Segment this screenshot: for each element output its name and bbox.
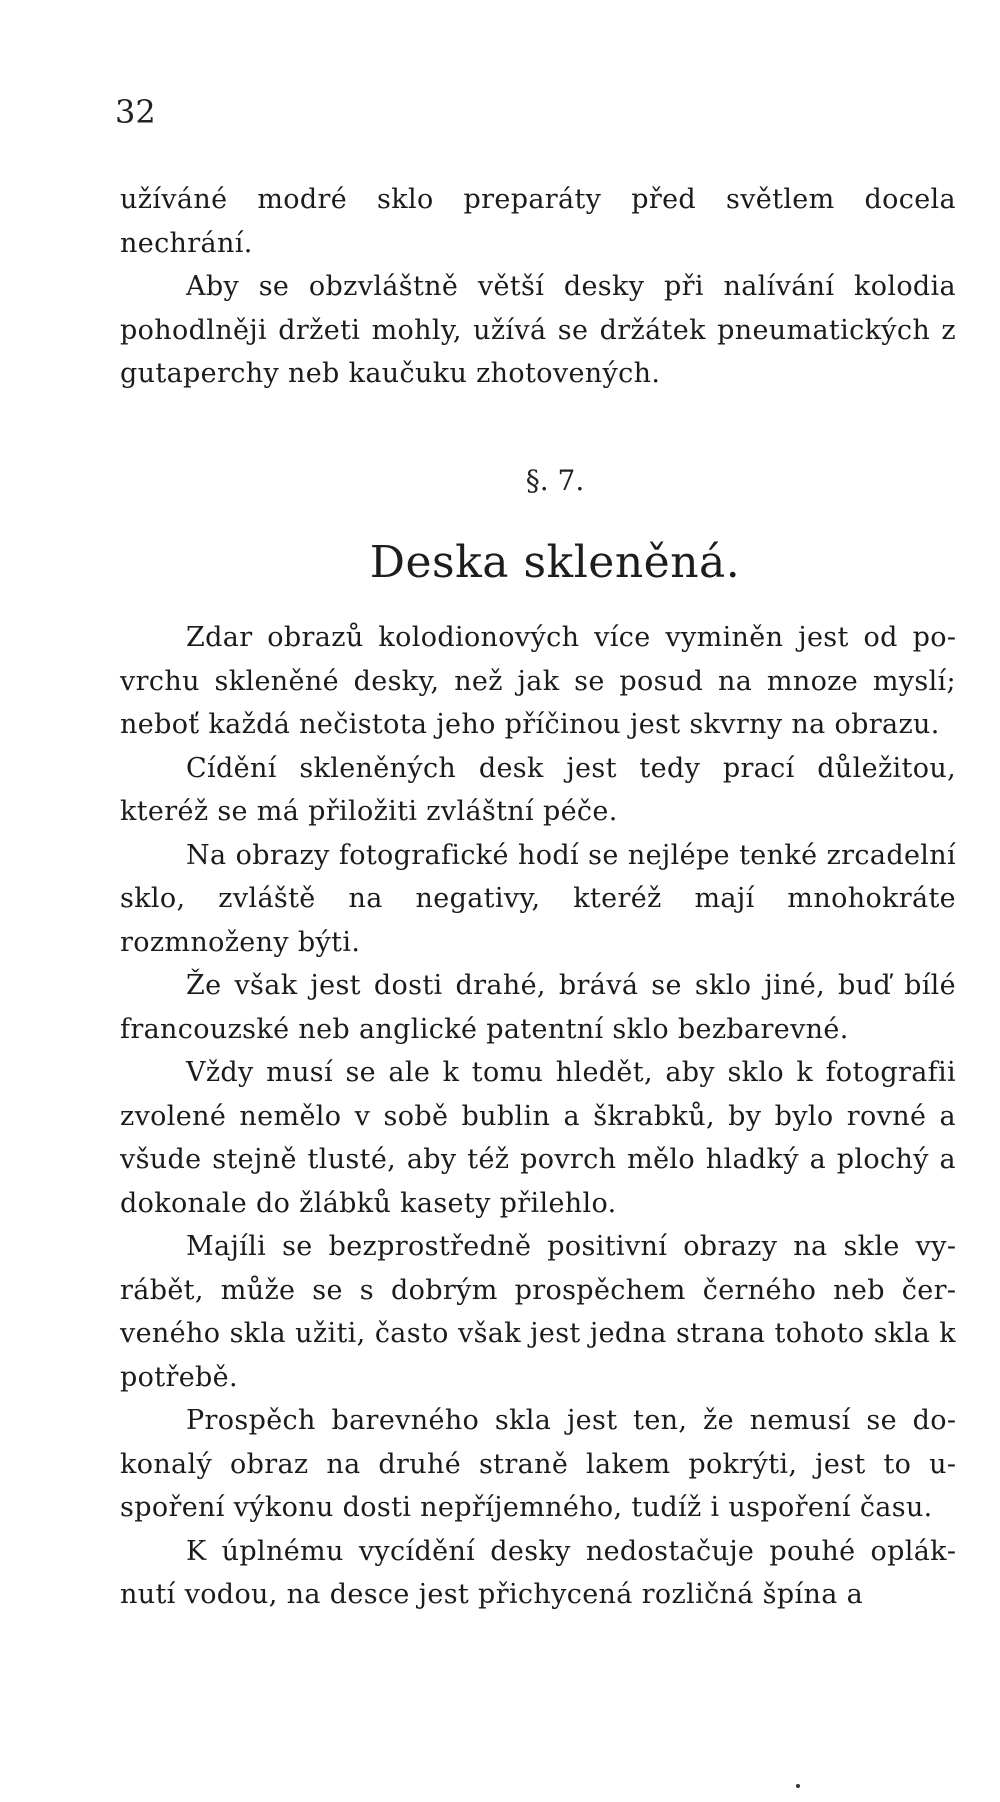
section-number: §. 7. bbox=[525, 464, 585, 497]
ink-speck bbox=[796, 1784, 800, 1788]
section-body bbox=[120, 616, 956, 1617]
body-paragraph-4: Že však jest dosti drahé, brává se sklo jiné, buď bílé francouzské neb anglické patentní sklo bezbarevné. bbox=[120, 970, 956, 1045]
body-paragraph-2: Cídění skleněných desk jest tedy prací důležitou, kteréž se má přiložiti zvláštní péče. bbox=[120, 752, 956, 827]
intro-paragraph-1: užíváné modré sklo preparáty před světlem docela nechrání. bbox=[120, 184, 956, 259]
intro-paragraph-2: Aby se obzvláštně větší desky při nalívání kolodia pohodlněji držeti mohly, užívá se držátek pneumatických z gutaperchy neb kaučuku zhotovených. bbox=[120, 271, 956, 389]
intro-text bbox=[120, 178, 956, 396]
body-paragraph-7: Prospěch barevného skla jest ten, že nemusí se dokonalý obraz na druhé straně lakem pokrýti, jest to uspoření výkonu dosti nepříjemného, tudíž i uspoření času. bbox=[120, 1405, 956, 1523]
page-number: 32 bbox=[115, 93, 156, 131]
body-paragraph-8: K úplnému vycídění desky nedostačuje pouhé opláknutí vodou, na desce jest přichycená rozličná špína a bbox=[120, 1535, 956, 1610]
body-paragraph-1: Zdar obrazů kolodionových více vyminěn jest od povrchu skleněné desky, než jak se posud na mnoze myslí; neboť každá nečistota jeho příčinou jest skvrny na obrazu. bbox=[120, 622, 956, 740]
body-paragraph-5: Vždy musí se ale k tomu hledět, aby sklo k fotografii zvolené nemělo v sobě bublin a škrabků, by bylo rovné a všude stejně tlusté, aby též povrch mělo hladký a plochý a dokonale do žlábků kasety přilehlo. bbox=[120, 1057, 956, 1219]
section-title: Deska skleněná. bbox=[369, 537, 741, 588]
body-paragraph-6: Majíli se bezprostředně positivní obrazy na skle vyrábět, může se s dobrým prospěchem černého neb červeného skla užiti, často však jest jedna strana tohoto skla k potřebě. bbox=[120, 1231, 956, 1393]
body-paragraph-3: Na obrazy fotografické hodí se nejlépe tenké zrcadelní sklo, zvláště na negativy, kteréž mají mnohokráte rozmnoženy býti. bbox=[120, 839, 956, 958]
